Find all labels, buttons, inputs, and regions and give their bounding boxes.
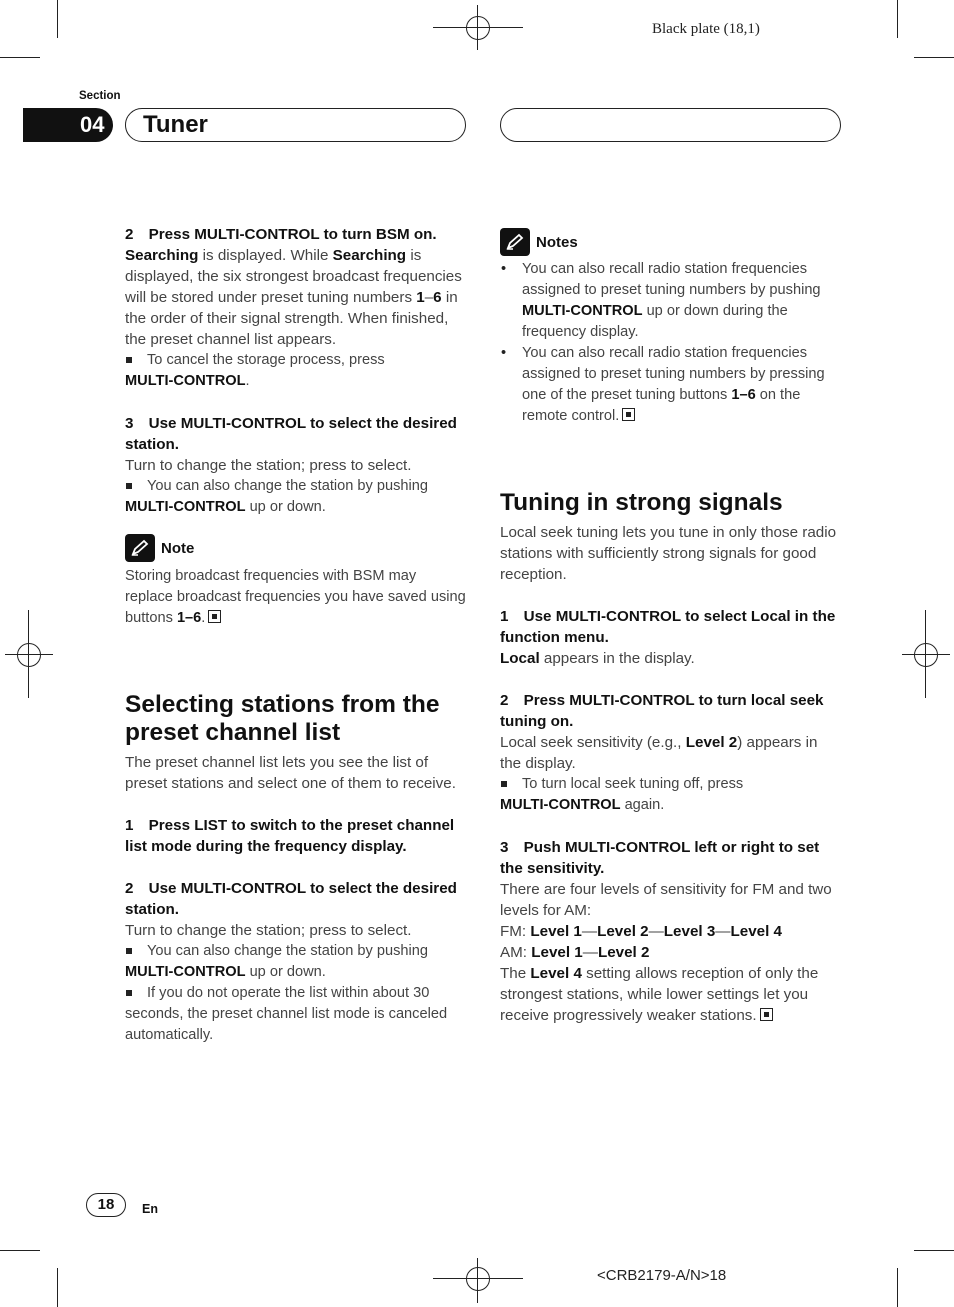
preset-step-1-title: 1 Press LIST to switch to the preset channel list mode during the frequency display. [125,817,455,855]
language-code: En [142,1202,158,1216]
tuning-step-1-body: Local appears in the display. [500,650,695,667]
bsm-step-2-title: 2 Press MULTI-CONTROL to turn BSM on. [125,226,437,243]
bsm-step-3-bullet: You can also change the station by pushing [125,476,467,497]
tuning-step-2-body: Local seek sensitivity (e.g., Level 2) appears in the display. [500,734,818,772]
section-number: 04 [80,112,105,137]
note-header [125,534,467,562]
notes-item-1: • You can also recall radio station frequencies assigned to preset tuning numbers by pushing MULTI-CONTROL up or down during the frequency display. [500,259,842,343]
notes-item-2: • You can also recall radio station frequencies assigned to preset tuning numbers by pressing one of the preset tuning buttons 1–6 on the remote control. [500,343,842,427]
notes-label: Notes [536,233,578,251]
preset-bullet-1: You can also change the station by pushing [125,941,467,962]
note-label: Note [161,539,195,557]
level4-description: The Level 4 setting allows reception of only the strongest stations, while lower settings let you receive progressively weaker stations. [500,965,819,1024]
bsm-cancel-bullet-cont: MULTI-CONTROL. [125,373,250,389]
page-number-badge [86,1193,126,1217]
tuning-step-1-title: 1 Use MULTI-CONTROL to select Local in the function menu. [500,608,836,646]
preset-bullet-2-cont: seconds, the preset channel list mode is canceled automatically. [125,1006,448,1043]
plate-label: Black plate (18,1) [652,21,760,37]
fm-levels: FM: Level 1—Level 2—Level 3—Level 4 [500,923,782,940]
left-column [125,224,467,1046]
tuning-step-3-body: There are four levels of sensitivity for FM and two levels for AM: [500,881,832,919]
tuning-step-3-title: 3 Push MULTI-CONTROL left or right to set the sensitivity. [500,839,820,877]
preset-intro: The preset channel list lets you see the list of preset stations and select one of them to receive. [125,754,456,792]
tuning-step-2-bullet: To turn local seek tuning off, press [500,774,842,795]
bsm-cancel-bullet: To cancel the storage process, press [125,350,467,371]
footer-code: <CRB2179-A/N>18 [597,1267,727,1284]
preset-bullet-1-cont: MULTI-CONTROL up or down. [125,964,326,980]
crop-mark [57,1268,58,1307]
right-column [500,228,842,1026]
tuning-intro: Local seek tuning lets you tune in only those radio stations with sufficiently strong signals for good reception. [500,524,837,583]
bsm-step-3-title: 3 Use MULTI-CONTROL to select the desired station. [125,415,457,453]
end-mark-icon [760,1008,773,1021]
crop-mark [914,1250,954,1251]
crop-mark [57,0,58,38]
preset-step-2-body: Turn to change the station; press to select. [125,922,412,939]
pencil-note-icon [125,534,155,562]
end-mark-icon [208,610,221,623]
crop-mark [0,1250,40,1251]
bsm-step-2-body: Searching is displayed. While Searching is displayed, the six strongest broadcast frequencies will be stored under preset tuning numbers 1–6 in the order of their signal strength. When finished, the preset channel list appears. [125,247,462,348]
registration-circle-icon [466,16,490,40]
registration-circle-icon [466,1267,490,1291]
bsm-step-3-body: Turn to change the station; press to select. [125,457,412,474]
crop-mark [897,1268,898,1307]
section-title-box [125,108,466,142]
preset-bullet-2: If you do not operate the list within about 30 [125,983,467,1004]
notes-header [500,228,842,256]
page-number: 18 [97,1196,115,1213]
am-levels: AM: Level 1—Level 2 [500,944,650,961]
section-number-badge [23,108,113,142]
registration-circle-icon [17,643,41,667]
section-label: Section [79,90,121,102]
preset-step-2-title: 2 Use MULTI-CONTROL to select the desired station. [125,880,457,918]
crop-mark [914,57,954,58]
pencil-note-icon [500,228,530,256]
right-header-box [500,108,841,142]
bsm-step-3-bullet-cont: MULTI-CONTROL up or down. [125,499,326,515]
heading-preset-list: Selecting stations from the preset channel list [125,691,440,746]
crop-mark [0,57,40,58]
tuning-step-2-title: 2 Press MULTI-CONTROL to turn local seek tuning on. [500,692,824,730]
end-mark-icon [622,408,635,421]
registration-circle-icon [914,643,938,667]
crop-mark [897,0,898,38]
heading-tuning-strong: Tuning in strong signals [500,489,783,516]
section-title: Tuner [143,111,208,138]
tuning-step-2-bullet-cont: MULTI-CONTROL again. [500,797,665,813]
note-body: Storing broadcast frequencies with BSM may replace broadcast frequencies you have saved using buttons 1–6. [125,568,466,626]
